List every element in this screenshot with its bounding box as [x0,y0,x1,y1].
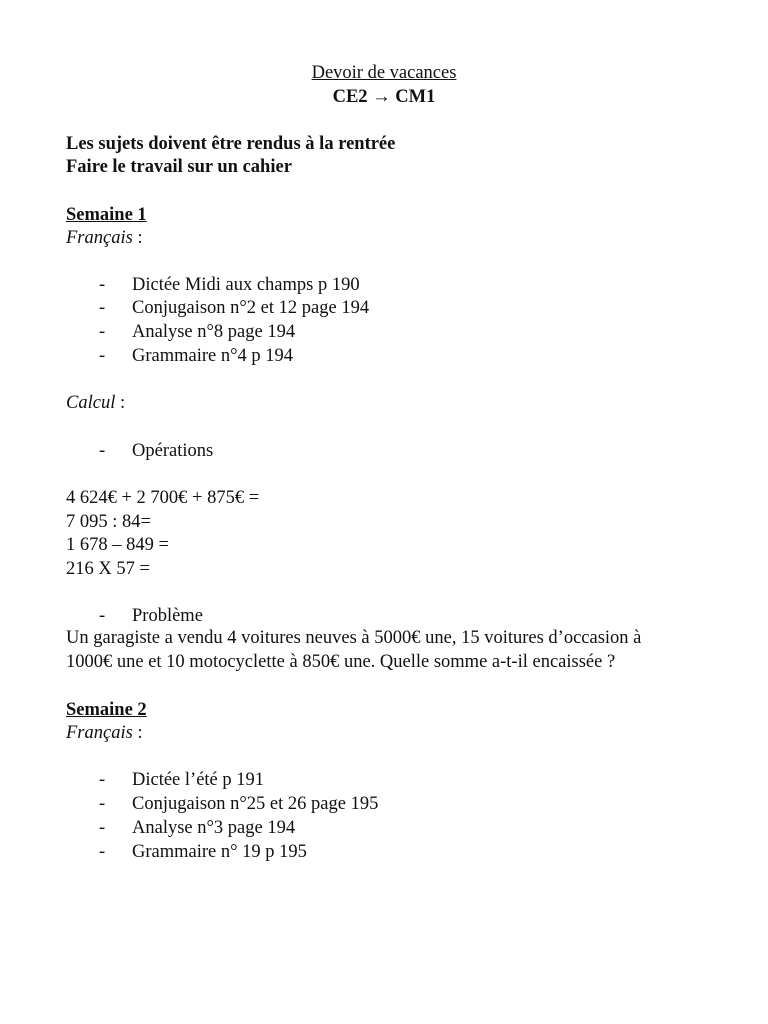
week1-calcul-colon: : [115,393,126,413]
week2-francais-item-1: Dictée l’été p 191 [132,770,265,790]
week2-francais-item-2: Conjugaison n°25 et 26 page 195 [132,794,379,814]
week1-heading: Semaine 1 [66,205,147,225]
intro-line-1: Les sujets doivent être rendus à la rentrée [66,134,396,154]
week2-francais-item-4: Grammaire n° 19 p 195 [132,842,307,862]
week1-francais-item-2: Conjugaison n°2 et 12 page 194 [132,298,370,318]
operation-2: 7 095 : 84= [66,512,151,532]
week2-francais-item-3: Analyse n°3 page 194 [132,818,296,838]
list-bullet: - [99,818,106,838]
week2-heading: Semaine 2 [66,700,147,720]
week1-calcul-label [66,392,125,414]
week1-calcul-label-text: Calcul [66,393,116,413]
list-bullet: - [99,770,106,790]
document-title: Devoir de vacances [311,63,457,83]
week2-francais-colon: : [132,723,143,743]
list-bullet: - [99,794,106,814]
week2-francais-label [66,722,143,744]
week2-francais-label-text: Français [66,723,133,743]
operation-4: 216 X 57 = [66,559,150,579]
week1-francais-label [66,227,143,249]
week1-francais-label-text: Français [66,228,133,248]
intro-line-2: Faire le travail sur un cahier [66,157,292,177]
list-bullet: - [99,346,106,366]
operation-1: 4 624€ + 2 700€ + 875€ = [66,488,260,508]
week1-francais-colon: : [132,228,143,248]
list-bullet: - [99,842,106,862]
probleme-text-line-1: Un garagiste a vendu 4 voitures neuves à 5000€ une, 15 voitures d’occasion à [66,628,642,648]
operation-3: 1 678 – 849 = [66,535,169,555]
document-subtitle: CE2 → CM1 [332,87,436,107]
list-bullet: - [99,298,106,318]
list-bullet: - [99,606,106,626]
list-bullet: - [99,275,106,295]
week1-francais-item-1: Dictée Midi aux champs p 190 [132,275,360,295]
week1-francais-item-4: Grammaire n°4 p 194 [132,346,294,366]
probleme-label: Problème [132,606,203,626]
probleme-text-line-2: 1000€ une et 10 motocyclette à 850€ une. Quelle somme a-t-il encaissée ? [66,652,616,672]
list-bullet: - [99,441,106,461]
operations-label: Opérations [132,441,214,461]
list-bullet: - [99,322,106,342]
week1-francais-item-3: Analyse n°8 page 194 [132,322,296,342]
